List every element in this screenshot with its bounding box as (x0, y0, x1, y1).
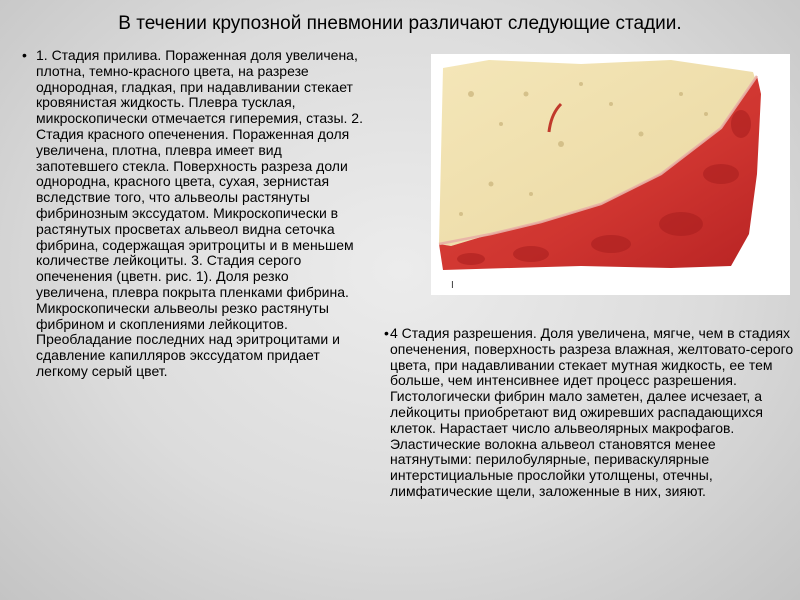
bullet-marker: • (384, 325, 389, 341)
left-text: 1. Стадия прилива. Пораженная доля увеличена, плотна, темно-красного цвета, на разрезе однородная, гладкая, при надавливании стекает кровянистая жидкость. Плевра тусклая, микроскопически отмечается гиперемия, стазы. 2. Стадия красного опеченения. Пораженная доля увеличена, плотна, плевра имеет вид запотевшего стекла. Поверхность разреза доли однородна, красного цвета, сухая, зернистая вследствие того, что альвеолы растянуты фибринозным экссудатом. Микроскопически в растянутых просветах альвеол видна сеточка фибрина, содержащая эритроциты и в меньшем количестве лейкоциты. 3. Стадия серого опеченения (цветн. рис. 1). Доля резко увеличена, плевра покрыта пленками фибрина. Микроскопически альвеолы резко растянуты фибрином и скоплениями лейкоцитов. Преобладание последних над эритроцитами и сдавление капилляров экссудатом придает легкому серый цвет. (36, 47, 363, 379)
bullet-marker: • (22, 47, 27, 63)
lung-section-image (431, 54, 790, 295)
left-text-block (22, 47, 364, 380)
right-text-block (384, 325, 795, 500)
figure-label: I (451, 280, 454, 291)
lung-section-illustration (431, 54, 790, 295)
right-text: 4 Стадия разрешения. Доля увеличена, мягче, чем в стадиях опеченения, поверхность разреза влажная, желтовато-серого цвета, при надавливании стекает мутная жидкость, ее тем больше, чем интенсивнее идет процесс разрешения. Гистологически фибрин мало заметен, далее исчезает, а лейкоциты приобретают вид ожиревших распадающихся клеток. Нарастает число альвеолярных макрофагов. Эластические волокна альвеол становятся менее натянутыми: перилобулярные, периваскулярные интерстициальные прослойки утолщены, отечны, лимфатические щели, заложенные в них, зияют. (390, 325, 794, 499)
slide-title: В течении крупозной пневмонии различают следующие стадии. (118, 13, 682, 34)
